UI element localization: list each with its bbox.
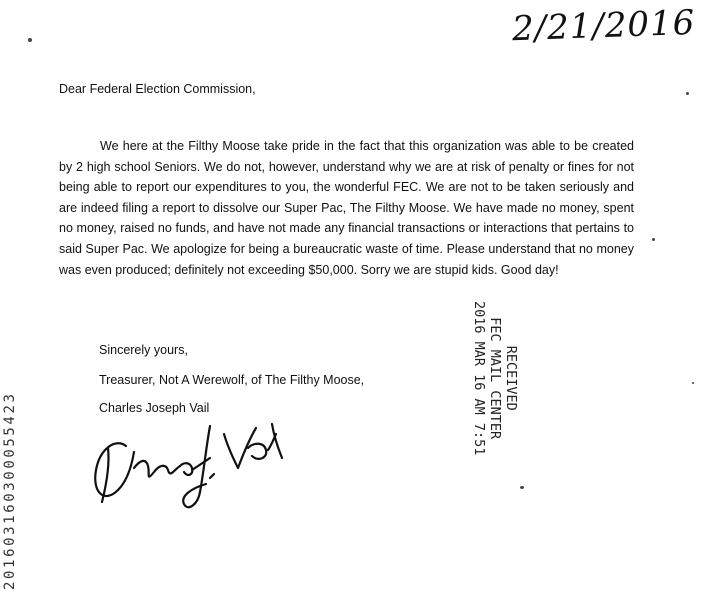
scan-speck: [652, 238, 655, 241]
salutation: Dear Federal Election Commission,: [59, 82, 256, 96]
signer-title: Treasurer, Not A Werewolf, of The Filthy Moose,: [99, 373, 365, 387]
scan-speck: [692, 382, 694, 384]
stamp-received: RECEIVED: [503, 345, 519, 411]
stamp-mail-center: FEC MAIL CENTER: [487, 317, 503, 440]
scan-speck: [28, 38, 32, 42]
stamp-datetime: 2016 MAR 16 AM 7:51: [471, 301, 487, 456]
letter-body: We here at the Filthy Moose take pride in the fact that this organization was able to be created by 2 high school Seniors. We do not, however, understand why we are at risk of penalty or fines for not being able to report our expenditures to you, the wonderful FEC. We are not to be taken seriously and are indeed filing a report to dissolve our Super Pac, The Filthy Moose. We have made no money, spent no money, raised no funds, and have not made any financial transactions or interactions that pertains to said Super Pac. We apologize for being a bureaucratic waste of time. Please understand that no money was even produced; definitely not exceeding $50,000. Sorry we are stupid kids. Good day!: [59, 139, 634, 277]
handwritten-signature: [88, 408, 288, 518]
signer-name: Charles Joseph Vail: [99, 401, 210, 415]
scan-id: 201603160300055423: [2, 391, 18, 590]
received-stamp: [471, 301, 519, 455]
scan-speck: [520, 486, 524, 489]
handwritten-date: 2/21/2016: [511, 2, 696, 50]
scan-speck: [686, 92, 689, 95]
closing-line: Sincerely yours,: [99, 343, 188, 357]
